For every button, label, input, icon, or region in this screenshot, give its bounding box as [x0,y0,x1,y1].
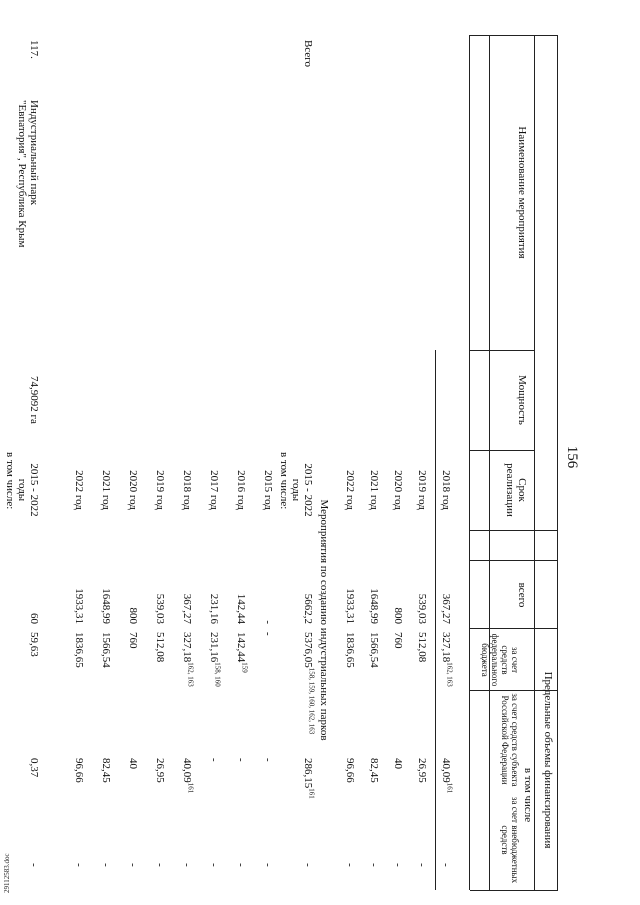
row-federal: 1566,54 [100,632,112,668]
row-total: 539,03 [416,593,428,624]
item-117-name-line2: "Евпатория", Республика Крым [16,100,28,248]
row-regional: 40 [127,758,139,769]
row-federal: 142,44$^{159}$ [235,632,249,673]
table-header-divider [534,35,535,890]
row-total: 1648,99 [100,588,112,624]
row-regional: 96,66 [344,758,356,783]
row-total: 1933,31 [344,588,356,624]
row-regional: 40,09$^{161}$ [181,758,195,794]
header-capacity: Мощность [516,375,528,425]
row-term: 2022 год [344,470,356,510]
footer-file-code: 29112583.doc [3,853,11,893]
item-117-offbudget: - [28,863,40,867]
total-label: Всего [302,40,314,67]
item-117-federal: 59,63 [28,632,40,657]
total-federal: 5376,05$^{158, 159, 160, 162, 163}$ [302,632,316,735]
col-divider-2 [470,450,535,451]
row-federal: 512,08 [416,632,428,663]
row-total: 367,27 [181,593,193,624]
row-offbudget: - [344,863,356,867]
header-name: Наименование мероприятия [516,126,528,259]
row-federal: 1836,65 [344,632,356,668]
total-total: 5662,2 [302,593,314,624]
row-regional: 96,66 [73,758,85,783]
item-117-name-line1: Индустриальный парк [28,100,40,206]
row-federal: 760 [392,632,404,649]
item-117-including: в том числе: [4,452,16,510]
row-federal: 512,08 [154,632,166,663]
row-regional: 40,09$^{161}$ [440,758,454,794]
row-term: 2017 год [208,470,220,510]
page-number: 156 [564,445,580,469]
total-including: в том числе: [278,452,290,510]
item-117-total: 60 [28,613,40,624]
row-term: 2020 год [127,470,139,510]
col-divider-1 [470,350,535,351]
row-term: 2021 год [368,470,380,510]
row-total: 800 [127,607,139,624]
row-offbudget: - [440,863,452,867]
row-regional: 82,45 [100,758,112,783]
row-offbudget: - [368,863,380,867]
row-total: 800 [392,607,404,624]
table-header-bottom-3 [435,350,436,890]
row-regional: 26,95 [416,758,428,783]
row-term: 2021 год [100,470,112,510]
row-term: 2015 год [262,470,274,510]
row-regional: - [208,758,220,762]
total-term-2: годы [290,478,302,502]
item-117-number: 117. [28,40,40,59]
row-regional: - [262,758,274,762]
row-regional: 40 [392,758,404,769]
row-total: 142,44 [235,593,247,624]
row-offbudget: - [127,863,139,867]
row-federal: - [262,632,274,636]
item-117-term-2: годы [16,478,28,502]
row-offbudget: - [73,863,85,867]
header-including: в том числе [522,767,534,823]
row-offbudget: - [154,863,166,867]
row-total: 1648,99 [368,588,380,624]
row-offbudget: - [208,863,220,867]
row-total: 367,27 [440,593,452,624]
item-117-regional: 0,37 [28,758,40,778]
row-term: 2019 год [416,470,428,510]
row-total: 1933,31 [73,588,85,624]
row-term: 2019 год [154,470,166,510]
row-total: - [262,620,274,624]
row-term: 2018 год [440,470,452,510]
section-title: Мероприятия по созданию индустриальных парков [318,499,330,741]
row-offbudget: - [392,863,404,867]
total-term: 2015 - 2022 [302,463,314,517]
row-federal: 1566,54 [368,632,380,668]
row-total: 231,16 [208,593,220,624]
row-regional: - [235,758,247,762]
row-term: 2016 год [235,470,247,510]
item-117-capacity: 74,9092 га [28,376,40,424]
header-term: Срок реализации [504,463,528,517]
table-header-bottom [489,35,490,890]
header-regional: за счет средств субъекта Российской Федерации [500,693,520,787]
header-offbudget: за счет внебюджетных средств [500,796,520,884]
total-regional: 286,15$^{161}$ [302,758,316,799]
row-term: 2018 год [181,470,193,510]
item-117-term: 2015 - 2022 [28,463,40,517]
table-header-bottom-2 [469,35,470,890]
row-offbudget: - [100,863,112,867]
col-divider-4 [470,560,558,561]
table-right-border [470,890,558,891]
table-left-border [470,35,558,36]
row-federal: 1836,65 [73,632,85,668]
table-top-border [557,35,558,890]
col-divider-5 [470,628,558,629]
row-total: 539,03 [154,593,166,624]
row-offbudget: - [235,863,247,867]
col-divider-3 [470,530,558,531]
row-federal: 327,18$^{162, 163}$ [181,632,195,687]
row-offbudget: - [181,863,193,867]
header-total: всего [516,582,528,608]
row-term: 2022 год [73,470,85,510]
row-federal: 327,18$^{162, 163}$ [440,632,454,687]
row-regional: 82,45 [368,758,380,783]
header-federal: за счет средств федерального бюджета [480,633,520,687]
row-regional: 26,95 [154,758,166,783]
row-federal: 760 [127,632,139,649]
header-financing-title: Предельные объемы финансирования [542,671,554,849]
row-offbudget: - [416,863,428,867]
total-offbudget: - [302,863,314,867]
row-offbudget: - [262,863,274,867]
row-term: 2020 год [392,470,404,510]
row-federal: 231,16$^{158, 160}$ [208,632,222,687]
